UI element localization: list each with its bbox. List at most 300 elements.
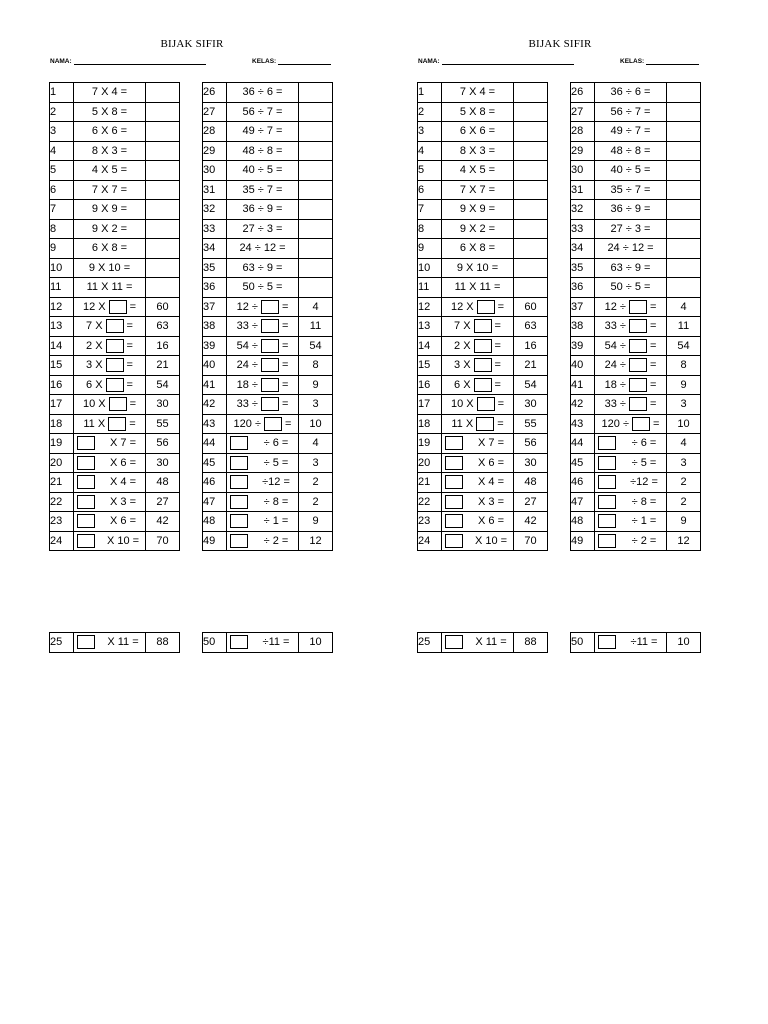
answer-cell: 48 xyxy=(514,473,548,493)
answer-cell: 55 xyxy=(146,414,180,434)
question-row xyxy=(418,297,548,317)
kelas-line[interactable] xyxy=(278,57,331,65)
answer-cell[interactable] xyxy=(299,200,333,220)
question-expression xyxy=(442,454,514,473)
question-row xyxy=(203,161,333,181)
question-row xyxy=(571,453,701,473)
answer-cell[interactable] xyxy=(514,102,548,122)
question-number: 16 xyxy=(50,375,74,395)
question-row xyxy=(50,512,180,532)
answer-cell[interactable] xyxy=(514,239,548,259)
blank-box[interactable] xyxy=(77,534,95,548)
question-number: 44 xyxy=(203,434,227,454)
question-number: 28 xyxy=(203,122,227,142)
question-suffix: = xyxy=(281,398,289,411)
blank-box[interactable] xyxy=(261,300,279,314)
answer-cell[interactable] xyxy=(146,122,180,142)
question-suffix: X 7 = xyxy=(478,437,504,450)
answer-cell[interactable] xyxy=(514,141,548,161)
answer-cell[interactable] xyxy=(299,180,333,200)
question-suffix: = xyxy=(126,378,133,391)
question-number: 33 xyxy=(571,219,595,239)
question-row xyxy=(571,102,701,122)
question-number: 47 xyxy=(203,492,227,512)
answer-cell[interactable] xyxy=(299,102,333,122)
answer-cell: 63 xyxy=(514,317,548,337)
question-row xyxy=(571,336,701,356)
answer-cell[interactable] xyxy=(299,278,333,298)
answer-cell: 21 xyxy=(514,356,548,376)
question-suffix: X 3 = xyxy=(478,495,504,508)
question-row xyxy=(50,239,180,259)
question-cell xyxy=(595,180,667,200)
blank-box[interactable] xyxy=(230,495,248,509)
blank-box[interactable] xyxy=(109,300,127,314)
blank-box[interactable] xyxy=(230,475,248,489)
right-bottom-table xyxy=(202,632,333,653)
question-row xyxy=(418,414,548,434)
blank-box[interactable] xyxy=(77,495,95,509)
blank-box[interactable] xyxy=(230,436,248,450)
question-suffix: = xyxy=(649,339,657,352)
question-row xyxy=(50,258,180,278)
kelas-field[interactable] xyxy=(252,57,331,65)
answer-cell[interactable] xyxy=(667,219,701,239)
answer-cell: 3 xyxy=(667,395,701,415)
blank-box[interactable] xyxy=(264,417,282,431)
question-number: 47 xyxy=(571,492,595,512)
blank-box[interactable] xyxy=(261,397,279,411)
question-row xyxy=(571,375,701,395)
question-row xyxy=(203,258,333,278)
answer-cell: 3 xyxy=(299,453,333,473)
question-prefix: 11 X xyxy=(83,417,106,430)
question-row xyxy=(571,434,701,454)
answer-cell: 4 xyxy=(667,297,701,317)
blank-box[interactable] xyxy=(77,436,95,450)
blank-box[interactable] xyxy=(230,534,248,548)
question-number: 39 xyxy=(203,336,227,356)
answer-cell[interactable] xyxy=(514,122,548,142)
question-expression xyxy=(442,298,513,317)
question-prefix: 18 ÷ xyxy=(236,378,258,391)
blank-box[interactable] xyxy=(445,456,463,470)
answer-cell: 9 xyxy=(667,512,701,532)
question-prefix: 2 X xyxy=(86,339,103,352)
blank-box[interactable] xyxy=(629,300,647,314)
question-cell xyxy=(442,395,514,415)
question-expression xyxy=(595,473,667,492)
question-number: 34 xyxy=(571,239,595,259)
question-number: 30 xyxy=(571,161,595,181)
question-number: 41 xyxy=(571,375,595,395)
question-expression xyxy=(595,376,666,395)
answer-cell[interactable] xyxy=(146,219,180,239)
blank-box[interactable] xyxy=(106,358,124,372)
question-text: 56 ÷ 7 = xyxy=(242,105,283,118)
blank-box[interactable] xyxy=(445,495,463,509)
question-row xyxy=(50,278,180,298)
question-suffix: = xyxy=(126,339,133,352)
question-number: 30 xyxy=(203,161,227,181)
answer-cell[interactable] xyxy=(667,278,701,298)
question-number: 23 xyxy=(418,512,442,532)
question-number: 31 xyxy=(203,180,227,200)
question-cell xyxy=(442,161,514,181)
question-text: 11 X 11 = xyxy=(86,281,133,294)
question-expression xyxy=(595,493,667,512)
blank-box[interactable] xyxy=(632,417,650,431)
question-suffix: = xyxy=(653,417,660,430)
answer-cell: 54 xyxy=(514,375,548,395)
kelas-field[interactable] xyxy=(620,57,699,65)
answer-cell[interactable] xyxy=(299,258,333,278)
answer-cell[interactable] xyxy=(146,102,180,122)
kelas-line[interactable] xyxy=(646,57,699,65)
question-cell xyxy=(227,453,299,473)
answer-cell[interactable] xyxy=(146,278,180,298)
answer-cell[interactable] xyxy=(299,141,333,161)
blank-box[interactable] xyxy=(629,319,647,333)
question-row xyxy=(571,473,701,493)
question-cell xyxy=(595,297,667,317)
question-row xyxy=(571,414,701,434)
blank-box[interactable] xyxy=(230,456,248,470)
answer-cell[interactable] xyxy=(146,239,180,259)
nama-field[interactable] xyxy=(50,57,206,65)
question-suffix: = xyxy=(281,320,289,333)
question-row xyxy=(418,434,548,454)
nama-field[interactable] xyxy=(418,57,574,65)
answer-cell[interactable] xyxy=(514,83,548,103)
question-row xyxy=(418,278,548,298)
question-cell xyxy=(595,200,667,220)
blank-box[interactable] xyxy=(77,475,95,489)
blank-box[interactable] xyxy=(445,635,463,649)
answer-cell[interactable] xyxy=(146,161,180,181)
blank-box[interactable] xyxy=(261,378,279,392)
blank-box[interactable] xyxy=(629,397,647,411)
question-text: 63 ÷ 9 = xyxy=(242,261,283,274)
question-row xyxy=(50,122,180,142)
answer-cell[interactable] xyxy=(299,122,333,142)
question-cell xyxy=(595,141,667,161)
blank-box[interactable] xyxy=(598,495,616,509)
question-number: 40 xyxy=(203,356,227,376)
question-row xyxy=(571,200,701,220)
question-cell xyxy=(227,278,299,298)
blank-box[interactable] xyxy=(261,339,279,353)
blank-box[interactable] xyxy=(474,358,492,372)
blank-box[interactable] xyxy=(230,635,248,649)
question-cell xyxy=(74,200,146,220)
blank-box[interactable] xyxy=(474,339,492,353)
blank-box[interactable] xyxy=(445,475,463,489)
question-cell xyxy=(595,434,667,454)
question-number: 7 xyxy=(50,200,74,220)
blank-box[interactable] xyxy=(445,436,463,450)
answer-cell[interactable] xyxy=(514,161,548,181)
question-number: 29 xyxy=(203,141,227,161)
answer-cell: 30 xyxy=(146,395,180,415)
blank-box[interactable] xyxy=(106,378,124,392)
question-number: 36 xyxy=(571,278,595,298)
question-row xyxy=(50,414,180,434)
question-cell xyxy=(595,375,667,395)
answer-cell[interactable] xyxy=(667,141,701,161)
question-cell xyxy=(595,473,667,493)
blank-box[interactable] xyxy=(629,339,647,353)
question-number: 14 xyxy=(50,336,74,356)
blank-box[interactable] xyxy=(598,475,616,489)
question-text: 48 ÷ 8 = xyxy=(610,144,651,157)
question-text: 24 ÷ 12 = xyxy=(607,242,654,255)
question-expression xyxy=(74,317,145,336)
question-row xyxy=(203,492,333,512)
question-row xyxy=(50,141,180,161)
question-prefix: 6 X xyxy=(454,378,471,391)
blank-box[interactable] xyxy=(629,378,647,392)
answer-cell: 10 xyxy=(667,414,701,434)
question-row xyxy=(50,83,180,103)
question-prefix: 11 X xyxy=(451,417,474,430)
answer-cell[interactable] xyxy=(146,141,180,161)
question-expression xyxy=(442,317,513,336)
question-number: 50 xyxy=(571,633,595,653)
left-question-table xyxy=(417,82,548,551)
answer-cell[interactable] xyxy=(667,102,701,122)
question-row xyxy=(203,356,333,376)
blank-box[interactable] xyxy=(77,456,95,470)
answer-cell: 56 xyxy=(514,434,548,454)
question-cell xyxy=(74,102,146,122)
question-row xyxy=(571,141,701,161)
question-cell xyxy=(74,434,146,454)
question-cell xyxy=(595,395,667,415)
question-suffix: ÷11 = xyxy=(630,636,658,649)
question-number: 25 xyxy=(418,633,442,653)
question-suffix: = xyxy=(649,398,657,411)
question-cell xyxy=(442,434,514,454)
nama-line[interactable] xyxy=(74,57,206,65)
question-cell xyxy=(595,122,667,142)
answer-cell[interactable] xyxy=(514,278,548,298)
answer-cell: 2 xyxy=(299,492,333,512)
answer-cell: 2 xyxy=(667,492,701,512)
question-suffix: X 3 = xyxy=(110,495,136,508)
question-row xyxy=(418,512,548,532)
question-row xyxy=(203,102,333,122)
question-row xyxy=(418,219,548,239)
question-row xyxy=(50,356,180,376)
blank-box[interactable] xyxy=(445,514,463,528)
answer-cell[interactable] xyxy=(667,161,701,181)
question-suffix: = xyxy=(649,359,657,372)
question-suffix: ÷ 6 = xyxy=(263,437,289,450)
blank-box[interactable] xyxy=(108,417,126,431)
question-text: 48 ÷ 8 = xyxy=(242,144,283,157)
question-prefix: 10 X xyxy=(82,398,106,411)
question-number: 12 xyxy=(418,297,442,317)
question-row xyxy=(418,336,548,356)
answer-cell: 11 xyxy=(299,317,333,337)
question-suffix: = xyxy=(494,320,501,333)
blank-box[interactable] xyxy=(629,358,647,372)
answer-cell[interactable] xyxy=(667,239,701,259)
question-expression xyxy=(442,493,514,512)
question-suffix: X 10 = xyxy=(106,534,140,547)
blank-box[interactable] xyxy=(106,339,124,353)
question-number: 31 xyxy=(571,180,595,200)
question-number: 45 xyxy=(203,453,227,473)
blank-box[interactable] xyxy=(109,397,127,411)
question-suffix: ÷11 = xyxy=(262,636,290,649)
worksheet-title: BIJAK SIFIR xyxy=(160,38,224,50)
question-prefix: 6 X xyxy=(86,378,103,391)
question-text: 7 X 7 = xyxy=(91,183,128,196)
answer-cell[interactable] xyxy=(514,219,548,239)
answer-cell[interactable] xyxy=(667,200,701,220)
question-expression xyxy=(227,298,298,317)
question-cell xyxy=(595,492,667,512)
blank-box[interactable] xyxy=(445,534,463,548)
blank-box[interactable] xyxy=(477,397,495,411)
question-row xyxy=(571,531,701,551)
answer-cell: 16 xyxy=(146,336,180,356)
question-expression xyxy=(74,356,145,375)
question-row xyxy=(571,122,701,142)
question-number: 11 xyxy=(50,278,74,298)
question-number: 20 xyxy=(50,453,74,473)
answer-cell[interactable] xyxy=(667,83,701,103)
question-number: 49 xyxy=(571,531,595,551)
blank-box[interactable] xyxy=(477,300,495,314)
question-expression xyxy=(227,512,299,531)
blank-box[interactable] xyxy=(106,319,124,333)
question-text: 36 ÷ 6 = xyxy=(610,86,651,99)
question-prefix: 3 X xyxy=(86,359,103,372)
blank-box[interactable] xyxy=(598,436,616,450)
question-suffix: ÷12 = xyxy=(262,476,290,489)
blank-box[interactable] xyxy=(261,358,279,372)
question-cell xyxy=(595,83,667,103)
question-number: 48 xyxy=(571,512,595,532)
answer-cell[interactable] xyxy=(514,180,548,200)
blank-box[interactable] xyxy=(261,319,279,333)
answer-cell: 88 xyxy=(514,633,548,653)
answer-cell[interactable] xyxy=(299,239,333,259)
blank-box[interactable] xyxy=(598,456,616,470)
blank-box[interactable] xyxy=(230,514,248,528)
answer-cell[interactable] xyxy=(299,161,333,181)
question-cell xyxy=(442,633,514,653)
question-number: 32 xyxy=(203,200,227,220)
answer-cell[interactable] xyxy=(146,180,180,200)
question-row xyxy=(571,395,701,415)
answer-cell[interactable] xyxy=(146,83,180,103)
question-number: 21 xyxy=(418,473,442,493)
question-row xyxy=(418,356,548,376)
question-expression xyxy=(595,337,666,356)
question-cell xyxy=(74,180,146,200)
blank-box[interactable] xyxy=(476,417,494,431)
blank-box[interactable] xyxy=(598,514,616,528)
blank-box[interactable] xyxy=(474,319,492,333)
question-suffix: X 6 = xyxy=(478,515,504,528)
question-row xyxy=(203,278,333,298)
nama-line[interactable] xyxy=(442,57,574,65)
answer-cell: 21 xyxy=(146,356,180,376)
answer-cell[interactable] xyxy=(299,83,333,103)
blank-box[interactable] xyxy=(77,635,95,649)
question-row xyxy=(50,180,180,200)
kelas-label: KELAS: xyxy=(620,58,645,65)
question-expression xyxy=(442,473,514,492)
answer-cell[interactable] xyxy=(667,122,701,142)
answer-cell: 88 xyxy=(146,633,180,653)
blank-box[interactable] xyxy=(598,534,616,548)
question-number: 36 xyxy=(203,278,227,298)
question-suffix: X 4 = xyxy=(478,476,504,489)
question-cell xyxy=(442,453,514,473)
question-number: 7 xyxy=(418,200,442,220)
question-cell xyxy=(74,219,146,239)
answer-cell: 12 xyxy=(667,531,701,551)
question-cell xyxy=(442,336,514,356)
question-suffix: = xyxy=(649,378,657,391)
question-cell xyxy=(595,512,667,532)
question-suffix: = xyxy=(129,417,136,430)
question-text: 27 ÷ 3 = xyxy=(242,222,283,235)
question-row xyxy=(418,375,548,395)
question-number: 44 xyxy=(571,434,595,454)
question-text: 5 X 8 = xyxy=(91,105,128,118)
answer-cell[interactable] xyxy=(299,219,333,239)
answer-cell[interactable] xyxy=(146,200,180,220)
question-number: 4 xyxy=(50,141,74,161)
answer-cell: 9 xyxy=(299,375,333,395)
answer-cell[interactable] xyxy=(514,200,548,220)
blank-box[interactable] xyxy=(77,514,95,528)
answer-cell[interactable] xyxy=(146,258,180,278)
question-expression xyxy=(442,512,514,531)
question-suffix: = xyxy=(129,398,137,411)
blank-box[interactable] xyxy=(598,635,616,649)
question-row xyxy=(571,239,701,259)
question-suffix: = xyxy=(497,300,505,313)
question-cell xyxy=(227,219,299,239)
left-question-table xyxy=(49,82,180,551)
answer-cell: 70 xyxy=(514,531,548,551)
blank-box[interactable] xyxy=(474,378,492,392)
question-number: 9 xyxy=(418,239,442,259)
nama-label: NAMA: xyxy=(50,58,72,65)
question-expression xyxy=(227,454,299,473)
answer-cell[interactable] xyxy=(667,180,701,200)
question-suffix: X 7 = xyxy=(110,437,136,450)
answer-cell[interactable] xyxy=(667,258,701,278)
question-cell xyxy=(442,473,514,493)
answer-cell: 63 xyxy=(146,317,180,337)
question-number: 35 xyxy=(203,258,227,278)
question-row xyxy=(203,512,333,532)
question-prefix: 33 ÷ xyxy=(236,320,258,333)
question-number: 46 xyxy=(203,473,227,493)
answer-cell[interactable] xyxy=(514,258,548,278)
question-cell xyxy=(442,122,514,142)
question-row xyxy=(50,375,180,395)
question-row xyxy=(418,122,548,142)
